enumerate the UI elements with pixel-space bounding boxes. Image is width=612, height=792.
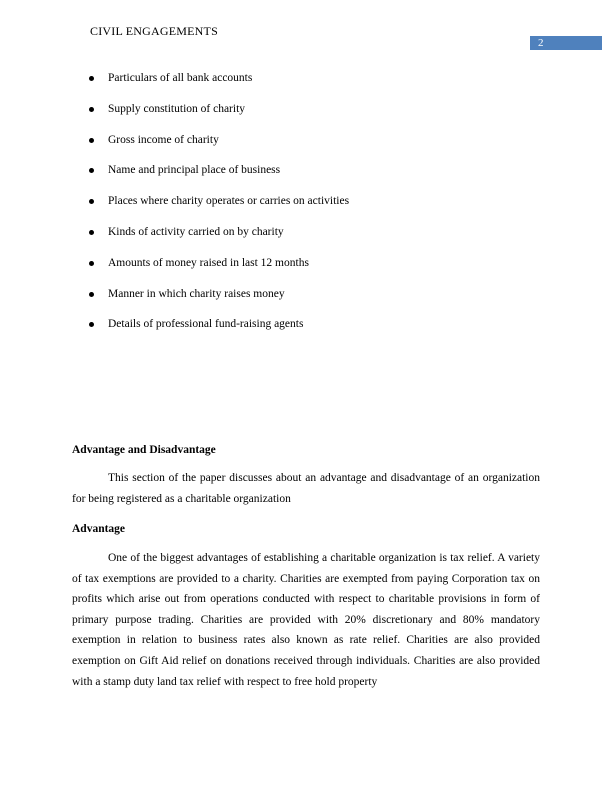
list-item: Supply constitution of charity bbox=[88, 100, 349, 131]
list-item: Amounts of money raised in last 12 months bbox=[88, 254, 349, 285]
list-item: Manner in which charity raises money bbox=[88, 285, 349, 316]
requirements-list bbox=[88, 69, 349, 346]
advantage-paragraph: One of the biggest advantages of establishing a charitable organization is tax relief. A variety of tax exemptions are provided to a charity. Charities are exempted from paying Corporation tax on profits which arise out from operations conducted with respect to charitable provisions in form of primary purpose trading. Charities are provided with 20% discretionary and 80% mandatory exemption in relation to business rates also known as rate relief. Charities are also provided exemption on Gift Aid relief on donations received through individuals. Charities are also provided with a stamp duty land tax relief with respect to free hold property bbox=[72, 552, 540, 688]
bullet-icon bbox=[89, 261, 94, 266]
list-item: Details of professional fund-raising agents bbox=[88, 315, 349, 346]
list-item: Kinds of activity carried on by charity bbox=[88, 223, 349, 254]
list-item: Particulars of all bank accounts bbox=[88, 69, 349, 100]
bullet-icon bbox=[89, 168, 94, 173]
section-heading: Advantage and Disadvantage bbox=[72, 444, 216, 456]
bullet-icon bbox=[89, 199, 94, 204]
page-number-badge: 2 bbox=[530, 36, 602, 50]
bullet-icon bbox=[89, 230, 94, 235]
bullet-icon bbox=[89, 138, 94, 143]
bullet-icon bbox=[89, 76, 94, 81]
running-header-title: CIVIL ENGAGEMENTS bbox=[90, 24, 218, 38]
list-item: Gross income of charity bbox=[88, 131, 349, 162]
bullet-icon bbox=[89, 292, 94, 297]
list-item: Places where charity operates or carries on activities bbox=[88, 192, 349, 223]
bullet-icon bbox=[89, 107, 94, 112]
bullet-icon bbox=[89, 322, 94, 327]
section-intro-paragraph: This section of the paper discusses about an advantage and disadvantage of an organization for being registered as a charitable organization bbox=[72, 472, 540, 505]
advantage-heading: Advantage bbox=[72, 523, 126, 535]
list-item: Name and principal place of business bbox=[88, 161, 349, 192]
